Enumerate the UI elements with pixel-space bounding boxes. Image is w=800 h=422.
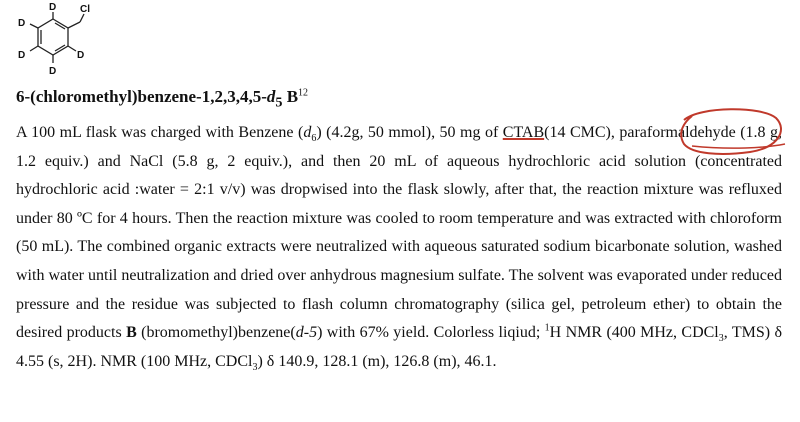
atom-label-d-top: D bbox=[49, 2, 57, 13]
ctab-underlined: CTAB bbox=[502, 124, 545, 141]
compound-heading bbox=[16, 87, 308, 111]
atom-label-d-upper-left: D bbox=[18, 18, 26, 29]
heading-reference: 12 bbox=[298, 87, 309, 99]
procedure-paragraph bbox=[16, 119, 782, 376]
text-run: (bromomethyl)benzene( bbox=[136, 324, 296, 342]
atom-label-d-bottom: D bbox=[49, 66, 57, 77]
atom-label-cl: Cl bbox=[80, 4, 90, 15]
d6-subscript: 6 bbox=[311, 133, 317, 145]
atom-label-d-lower-left: D bbox=[18, 50, 26, 61]
h1-superscript: 1 bbox=[544, 322, 550, 334]
heading-compound-letter: B bbox=[286, 87, 299, 106]
heading-d-subscript: 5 bbox=[275, 94, 283, 111]
heading-d-label: d bbox=[266, 87, 276, 106]
cdcl3-subscript: 3 bbox=[718, 333, 724, 345]
d5-label: d-5 bbox=[295, 324, 318, 342]
atom-label-d-lower-right: D bbox=[77, 50, 85, 61]
text-run: , TMS) δ 4.55 (s, 2H). NMR (100 MHz, CDCl bbox=[16, 324, 783, 370]
text-run: A 100 mL flask was charged with Benzene ( bbox=[16, 124, 304, 141]
deuterated-benzyl-chloride-structure bbox=[0, 0, 110, 88]
text-run: ) (4.2g, 50 mmol), 50 mg of bbox=[316, 124, 503, 141]
text-run: ) with 67% yield. Colorless liqiud; bbox=[317, 324, 545, 342]
heading-title: 6-(chloromethyl)benzene-1,2,3,4,5- bbox=[16, 87, 267, 106]
compound-b-bold: B bbox=[126, 324, 137, 342]
text-run: paraformaldehyde (1.8 g, 1.2 equiv.) and NaCl (5.8 g, 2 equiv.), and then 20 mL of aqueous hydrochloric acid solution (concentrated hydrochloric acid :water = 2:1 v/v) was dropwised into the flask slowly, after that, the reaction mixture was refluxed under 80 ºC for 4 hours. Then the reaction mixture was cooled to room temperature and was extracted with chloroform (50 mL). The combined organic extracts were neutralized with aqueous saturated sodium bicarbonate solution, washed with water until neutralization and dried over anhydrous magnesium sulfate. The solvent was evaporated under reduced pressure and the residue was subjected to flash column chromatography (silica gel, petroleum ether) to obtain the desired products bbox=[16, 124, 783, 342]
text-run: ) δ 140.9, 128.1 (m), 126.8 (m), 46.1. bbox=[257, 352, 497, 370]
d6-label: d bbox=[303, 124, 312, 141]
cdcl3-subscript: 3 bbox=[252, 361, 258, 373]
text-run: H NMR (400 MHz, CDCl bbox=[549, 324, 719, 342]
cmc-circled: (14 CMC), bbox=[544, 124, 615, 141]
